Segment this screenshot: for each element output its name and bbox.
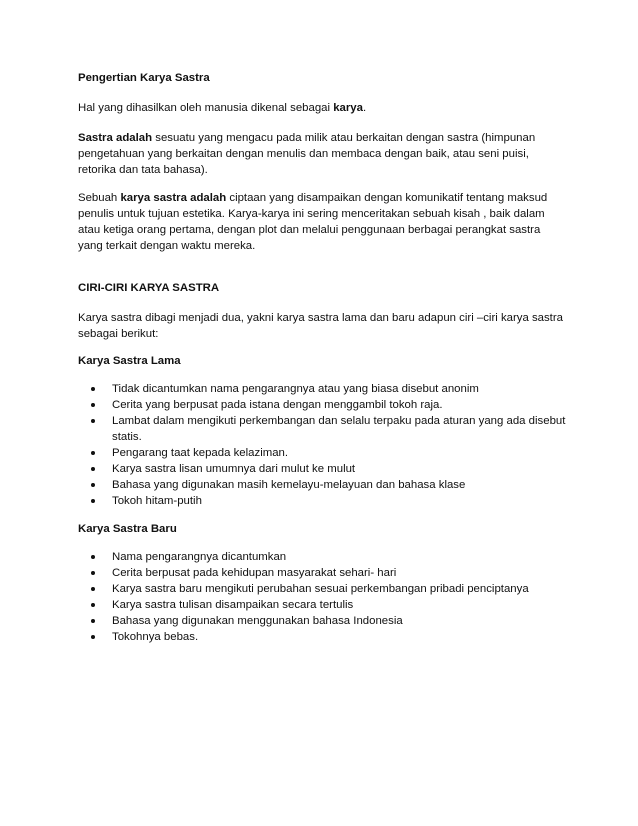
list-item — [78, 549, 568, 565]
list-item-text: Cerita berpusat pada kehidupan masyarakat sehari- hari — [112, 567, 397, 579]
list-item-text: Bahasa yang digunakan menggunakan bahasa Indonesia — [112, 615, 403, 627]
paragraph-karya-sastra-prefix: Sebuah — [78, 192, 121, 204]
list-item — [78, 493, 568, 509]
bullet-icon — [91, 451, 95, 455]
baru-heading: Karya Sastra Baru — [78, 523, 177, 535]
bullet-icon — [91, 403, 95, 407]
paragraph-karya — [78, 100, 568, 116]
lama-list — [78, 381, 568, 509]
paragraph-sastra-text: sesuatu yang mengacu pada milik atau berkaitan dengan sastra (himpunan pengetahuan yang berkaitan dengan menulis dan membaca dengan baik, atau seni puisi, retorika dan tata bahasa). — [78, 132, 536, 176]
list-item — [78, 565, 568, 581]
bullet-icon — [91, 467, 95, 471]
list-item-text: Lambat dalam mengikuti perkembangan dan selalu terpaku pada aturan yang ada disebut statis. — [112, 415, 566, 443]
term-karya-sastra-adalah: karya sastra adalah — [120, 192, 227, 204]
bullet-icon — [91, 635, 95, 639]
list-item — [78, 477, 568, 493]
list-item-text: Tokoh hitam-putih — [112, 495, 202, 507]
list-item — [78, 461, 568, 477]
list-item — [78, 581, 568, 597]
bullet-icon — [91, 587, 95, 591]
term-karya: karya — [333, 102, 363, 114]
list-item — [78, 397, 568, 413]
bullet-icon — [91, 499, 95, 503]
list-item-text: Karya sastra lisan umumnya dari mulut ke mulut — [112, 463, 356, 475]
list-item — [78, 445, 568, 461]
bullet-icon — [91, 387, 95, 391]
list-item — [78, 381, 568, 397]
ciri-intro: Karya sastra dibagi menjadi dua, yakni karya sastra lama dan baru adapun ciri –ciri karya sastra sebagai berikut: — [78, 312, 563, 340]
document-page — [78, 70, 568, 645]
bullet-icon — [91, 619, 95, 623]
list-item-text: Tidak dicantumkan nama pengarangnya atau yang biasa disebut anonim — [112, 383, 479, 395]
list-item — [78, 629, 568, 645]
paragraph-karya-text: Hal yang dihasilkan oleh manusia dikenal sebagai — [78, 102, 334, 114]
list-item — [78, 613, 568, 629]
list-item-text: Tokohnya bebas. — [112, 631, 199, 643]
paragraph-sastra — [78, 130, 568, 178]
list-item-text: Nama pengarangnya dicantumkan — [112, 551, 287, 563]
lama-heading: Karya Sastra Lama — [78, 355, 181, 367]
list-item-text: Karya sastra baru mengikuti perubahan sesuai perkembangan pribadi penciptanya — [112, 583, 529, 595]
list-item — [78, 413, 568, 445]
bullet-icon — [91, 483, 95, 487]
term-sastra-adalah: Sastra adalah — [78, 132, 153, 144]
list-item-text: Cerita yang berpusat pada istana dengan menggambil tokoh raja. — [112, 399, 443, 411]
ciri-heading: CIRI-CIRI KARYA SASTRA — [78, 282, 220, 294]
bullet-icon — [91, 419, 95, 423]
baru-list — [78, 549, 568, 645]
paragraph-karya-sastra-text: ciptaan yang disampaikan dengan komunikatif tentang maksud penulis untuk tujuan estetika. Karya-karya ini sering menceritakan sebuah kisah , baik dalam atau ketiga orang pertama, dengan plot dan melalui penggunaan berbagai perangkat sastra yang terkait dengan waktu mereka. — [78, 192, 548, 252]
paragraph-karya-end: . — [362, 102, 367, 114]
list-item-text: Pengarang taat kepada kelaziman. — [112, 447, 289, 459]
bullet-icon — [91, 555, 95, 559]
document-title: Pengertian Karya Sastra — [78, 72, 210, 84]
bullet-icon — [91, 571, 95, 575]
list-item-text: Karya sastra tulisan disampaikan secara tertulis — [112, 599, 354, 611]
bullet-icon — [91, 603, 95, 607]
list-item-text: Bahasa yang digunakan masih kemelayu-melayuan dan bahasa klase — [112, 479, 466, 491]
paragraph-karya-sastra — [78, 190, 568, 254]
list-item — [78, 597, 568, 613]
